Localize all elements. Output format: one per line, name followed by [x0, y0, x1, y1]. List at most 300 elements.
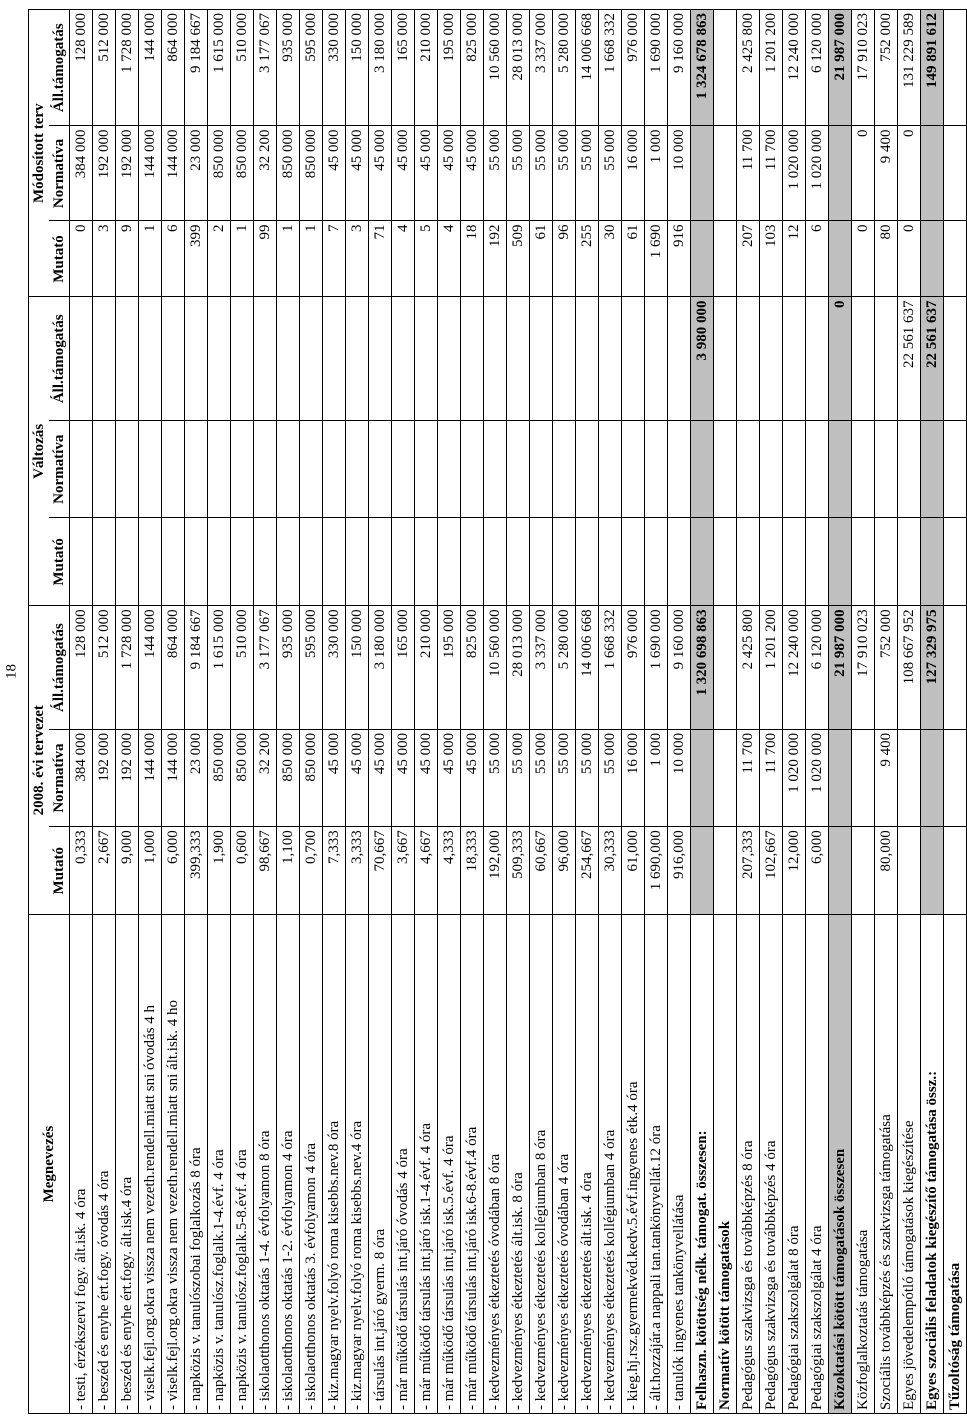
cell-b-0 [530, 518, 553, 606]
cell-a-0: 207,333 [737, 827, 760, 915]
cell-c-1: 1 020 000 [806, 126, 829, 221]
cell-b-2 [530, 297, 553, 421]
cell-b-0 [645, 518, 668, 606]
cell-a-2: 510 000 [231, 606, 254, 730]
cell-b-1 [599, 421, 622, 518]
cell-c-0: 103 [760, 221, 783, 297]
cell-a-0: 96,000 [553, 827, 576, 915]
cell-a-1: 850 000 [231, 729, 254, 826]
rotated-table-sheet [28, 9, 963, 1414]
row-label: - már működő társulás int.járó isk.1-4.évf. 4 óra [415, 915, 438, 1414]
cell-a-1: 10 000 [668, 729, 691, 826]
cell-b-2 [277, 297, 300, 421]
cell-a-2: 1 320 698 863 [691, 606, 714, 730]
cell-c-1: 0 [852, 126, 875, 221]
cell-b-1 [231, 421, 254, 518]
cell-a-1: 45 000 [438, 729, 461, 826]
cell-b-0 [415, 518, 438, 606]
cell-a-1: 11 700 [737, 729, 760, 826]
cell-b-1 [415, 421, 438, 518]
cell-b-0 [852, 518, 875, 606]
cell-b-2 [737, 297, 760, 421]
cell-a-2: 12 240 000 [783, 606, 806, 730]
header-group-modositott: Módosított terv [29, 10, 50, 298]
cell-a-1: 45 000 [392, 729, 415, 826]
cell-a-2: 1 728 000 [116, 606, 139, 730]
table-row [944, 10, 967, 1414]
cell-a-2: 17 910 023 [852, 606, 875, 730]
cell-b-2 [645, 297, 668, 421]
cell-c-0: 99 [254, 221, 277, 297]
cell-a-0: 1,000 [139, 827, 162, 915]
cell-a-0: 98,667 [254, 827, 277, 915]
row-label: Normatív kötött támogatások [714, 915, 737, 1414]
cell-a-2: 150 000 [346, 606, 369, 730]
cell-c-2: 195 000 [438, 10, 461, 126]
cell-a-0: 0,333 [70, 827, 93, 915]
cell-b-2 [254, 297, 277, 421]
cell-a-1: 192 000 [116, 729, 139, 826]
cell-b-1 [622, 421, 645, 518]
row-label: - iskolaotthonos oktatás 3. évfolyamon 4 óra [300, 915, 323, 1414]
cell-b-0 [829, 518, 852, 606]
cell-b-0 [116, 518, 139, 606]
cell-a-1: 144 000 [162, 729, 185, 826]
cell-c-2: 10 560 000 [484, 10, 507, 126]
cell-c-2 [714, 10, 737, 126]
cell-c-0: 96 [553, 221, 576, 297]
cell-b-2: 3 980 000 [691, 297, 714, 421]
table-body [70, 10, 967, 1414]
cell-c-0: 4 [392, 221, 415, 297]
cell-c-2 [944, 10, 967, 126]
cell-c-0: 1 [300, 221, 323, 297]
cell-a-0: 6,000 [162, 827, 185, 915]
cell-a-2: 21 987 000 [829, 606, 852, 730]
row-label: - kedvezményes étkeztetés óvodában 8 óra [484, 915, 507, 1414]
cell-b-2: 22 561 637 [921, 297, 944, 421]
cell-a-0: 3,333 [346, 827, 369, 915]
cell-c-2: 2 425 800 [737, 10, 760, 126]
cell-b-0 [668, 518, 691, 606]
cell-a-2: 195 000 [438, 606, 461, 730]
row-label: - ált.hozzájár.a nappali tan.tankönyvellát.12 óra [645, 915, 668, 1414]
cell-b-0 [737, 518, 760, 606]
cell-c-2: 512 000 [93, 10, 116, 126]
budget-table [28, 9, 967, 1414]
cell-b-2 [599, 297, 622, 421]
cell-a-0 [921, 827, 944, 915]
cell-b-0 [691, 518, 714, 606]
cell-a-2: 10 560 000 [484, 606, 507, 730]
cell-c-2: 210 000 [415, 10, 438, 126]
cell-b-1 [829, 421, 852, 518]
cell-a-2: 512 000 [93, 606, 116, 730]
cell-c-2: 144 000 [139, 10, 162, 126]
cell-a-0: 0,700 [300, 827, 323, 915]
cell-b-0 [944, 518, 967, 606]
table-row [93, 10, 116, 1414]
cell-b-1 [484, 421, 507, 518]
table-row [231, 10, 254, 1414]
table-row [829, 10, 852, 1414]
cell-c-1 [921, 126, 944, 221]
cell-a-1 [829, 729, 852, 826]
cell-b-1 [553, 421, 576, 518]
cell-b-1 [93, 421, 116, 518]
cell-a-2: 1 690 000 [645, 606, 668, 730]
cell-b-2 [806, 297, 829, 421]
cell-c-1: 0 [898, 126, 921, 221]
table-row [622, 10, 645, 1414]
cell-a-2: 9 184 667 [185, 606, 208, 730]
cell-c-1: 144 000 [162, 126, 185, 221]
cell-a-2: 752 000 [875, 606, 898, 730]
row-label: Tűzoltóság támogatása [944, 915, 967, 1414]
cell-b-2 [622, 297, 645, 421]
cell-a-2: 144 000 [139, 606, 162, 730]
cell-b-0 [507, 518, 530, 606]
cell-a-1: 55 000 [599, 729, 622, 826]
cell-a-0 [691, 827, 714, 915]
cell-c-0: 71 [369, 221, 392, 297]
cell-a-1 [852, 729, 875, 826]
cell-c-0 [714, 221, 737, 297]
cell-b-1 [254, 421, 277, 518]
row-label: - beszéd és enyhe ért.fogy. óvodás 4 óra [93, 915, 116, 1414]
cell-c-0: 1 [139, 221, 162, 297]
cell-c-1: 9 400 [875, 126, 898, 221]
cell-a-1: 16 000 [622, 729, 645, 826]
cell-b-2 [70, 297, 93, 421]
table-row [530, 10, 553, 1414]
table-row [599, 10, 622, 1414]
cell-a-2: 2 425 800 [737, 606, 760, 730]
cell-b-2 [507, 297, 530, 421]
cell-b-1 [208, 421, 231, 518]
cell-c-0: 61 [622, 221, 645, 297]
cell-c-2: 28 013 000 [507, 10, 530, 126]
cell-a-0: 4,333 [438, 827, 461, 915]
cell-a-0 [714, 827, 737, 915]
cell-c-2: 1 201 200 [760, 10, 783, 126]
cell-b-2 [162, 297, 185, 421]
cell-b-2 [783, 297, 806, 421]
cell-a-2 [714, 606, 737, 730]
cell-a-2: 127 329 975 [921, 606, 944, 730]
cell-c-0: 207 [737, 221, 760, 297]
cell-c-1: 1 000 [645, 126, 668, 221]
row-label: - már működő társulás int.járó óvodás 4 óra [392, 915, 415, 1414]
cell-c-1: 45 000 [438, 126, 461, 221]
cell-a-0: 60,667 [530, 827, 553, 915]
row-label: Közoktatási kötött támogatások összesen [829, 915, 852, 1414]
cell-a-0: 509,333 [507, 827, 530, 915]
cell-a-2: 108 667 952 [898, 606, 921, 730]
cell-b-1 [714, 421, 737, 518]
cell-b-2 [852, 297, 875, 421]
cell-c-2: 1 728 000 [116, 10, 139, 126]
cell-c-2: 3 180 000 [369, 10, 392, 126]
row-label: - kieg.hj.rsz.gyermekvéd.kedv.5.évf.ingyenes étk.4 óra [622, 915, 645, 1414]
cell-a-0: 61,000 [622, 827, 645, 915]
cell-b-1 [783, 421, 806, 518]
row-label: - kedvezményes étkeztetés óvodában 4 óra [553, 915, 576, 1414]
cell-c-1: 55 000 [507, 126, 530, 221]
cell-a-2: 165 000 [392, 606, 415, 730]
cell-a-2: 210 000 [415, 606, 438, 730]
cell-a-0: 192,000 [484, 827, 507, 915]
cell-c-1: 384 000 [70, 126, 93, 221]
cell-c-0: 18 [461, 221, 484, 297]
cell-c-1: 1 020 000 [783, 126, 806, 221]
row-label: - napközis v. tanulósz.foglalk.1-4.évf. 4 óra [208, 915, 231, 1414]
cell-a-0: 1 690,000 [645, 827, 668, 915]
table-row [921, 10, 944, 1414]
cell-b-2 [93, 297, 116, 421]
header-sub: Normatíva [49, 421, 70, 518]
cell-c-1: 45 000 [415, 126, 438, 221]
cell-b-2 [415, 297, 438, 421]
table-row [576, 10, 599, 1414]
header-sub: Áll.támogatás [49, 297, 70, 421]
row-label: - iskolaotthonos oktatás 1-4. évfolyamon 8 óra [254, 915, 277, 1414]
cell-c-2: 864 000 [162, 10, 185, 126]
cell-a-0: 2,667 [93, 827, 116, 915]
cell-a-2: 3 177 067 [254, 606, 277, 730]
cell-b-0 [162, 518, 185, 606]
cell-c-1 [829, 126, 852, 221]
cell-a-1: 850 000 [208, 729, 231, 826]
cell-b-2 [369, 297, 392, 421]
cell-a-0 [898, 827, 921, 915]
table-row [507, 10, 530, 1414]
cell-c-1: 11 700 [737, 126, 760, 221]
header-sub: Mutató [49, 827, 70, 915]
cell-b-2 [438, 297, 461, 421]
cell-c-0: 916 [668, 221, 691, 297]
cell-b-0 [461, 518, 484, 606]
cell-b-0 [806, 518, 829, 606]
cell-c-0: 2 [208, 221, 231, 297]
cell-a-2: 14 006 668 [576, 606, 599, 730]
cell-b-1 [185, 421, 208, 518]
cell-b-2 [208, 297, 231, 421]
table-row [714, 10, 737, 1414]
cell-a-1: 55 000 [553, 729, 576, 826]
cell-c-2: 330 000 [323, 10, 346, 126]
cell-b-1 [461, 421, 484, 518]
cell-a-1: 45 000 [323, 729, 346, 826]
cell-c-1: 55 000 [599, 126, 622, 221]
cell-a-2: 9 160 000 [668, 606, 691, 730]
cell-a-0: 0,600 [231, 827, 254, 915]
cell-a-1: 55 000 [507, 729, 530, 826]
cell-c-0 [829, 221, 852, 297]
cell-b-1 [116, 421, 139, 518]
cell-c-2: 510 000 [231, 10, 254, 126]
cell-a-0: 12,000 [783, 827, 806, 915]
cell-c-1: 16 000 [622, 126, 645, 221]
row-label: Egyes szociális feladatok kiegészítő támogatása össz.: [921, 915, 944, 1414]
table-row [369, 10, 392, 1414]
cell-b-0 [622, 518, 645, 606]
cell-b-2 [760, 297, 783, 421]
cell-c-0: 1 [277, 221, 300, 297]
cell-a-0: 18,333 [461, 827, 484, 915]
cell-c-2: 1 690 000 [645, 10, 668, 126]
table-row [438, 10, 461, 1414]
cell-a-1: 384 000 [70, 729, 93, 826]
cell-b-1 [737, 421, 760, 518]
cell-c-0: 192 [484, 221, 507, 297]
cell-c-2: 935 000 [277, 10, 300, 126]
table-row [806, 10, 829, 1414]
cell-a-0: 1,900 [208, 827, 231, 915]
cell-c-1 [691, 126, 714, 221]
row-label: Felhaszn. kötöttség nélk. támogat. összesen: [691, 915, 714, 1414]
row-label: - kedvezményes étkeztetés kollégiumban 4 óra [599, 915, 622, 1414]
table-row [392, 10, 415, 1414]
cell-a-0: 70,667 [369, 827, 392, 915]
cell-b-1 [530, 421, 553, 518]
cell-b-2 [185, 297, 208, 421]
cell-b-1 [277, 421, 300, 518]
cell-b-2 [346, 297, 369, 421]
table-row [277, 10, 300, 1414]
header-sub: Áll.támogatás [49, 606, 70, 730]
cell-c-2: 128 000 [70, 10, 93, 126]
table-row [300, 10, 323, 1414]
cell-c-1: 45 000 [461, 126, 484, 221]
cell-b-2 [576, 297, 599, 421]
cell-c-1: 144 000 [139, 126, 162, 221]
cell-c-0: 1 [231, 221, 254, 297]
cell-c-1: 23 000 [185, 126, 208, 221]
cell-a-0: 399,333 [185, 827, 208, 915]
cell-a-1 [898, 729, 921, 826]
cell-b-2 [231, 297, 254, 421]
cell-c-1: 45 000 [369, 126, 392, 221]
cell-c-1: 55 000 [576, 126, 599, 221]
cell-a-1 [921, 729, 944, 826]
table-row [875, 10, 898, 1414]
cell-b-0 [875, 518, 898, 606]
cell-b-2 [553, 297, 576, 421]
cell-c-0: 7 [323, 221, 346, 297]
cell-a-2: 128 000 [70, 606, 93, 730]
cell-a-1: 11 700 [760, 729, 783, 826]
cell-b-1 [668, 421, 691, 518]
row-label: - napközis v. tanulósz.foglalk.5-8.évf. 4 óra [231, 915, 254, 1414]
cell-c-1: 10 000 [668, 126, 691, 221]
cell-c-0: 9 [116, 221, 139, 297]
table-row [691, 10, 714, 1414]
cell-c-1: 192 000 [116, 126, 139, 221]
cell-c-0 [921, 221, 944, 297]
cell-c-2: 9 160 000 [668, 10, 691, 126]
cell-a-0: 102,667 [760, 827, 783, 915]
cell-c-0: 12 [783, 221, 806, 297]
table-row [852, 10, 875, 1414]
cell-c-1: 45 000 [346, 126, 369, 221]
cell-c-1 [944, 126, 967, 221]
cell-a-0: 254,667 [576, 827, 599, 915]
cell-a-1: 55 000 [484, 729, 507, 826]
cell-c-0: 30 [599, 221, 622, 297]
cell-a-0 [852, 827, 875, 915]
header-sub: Mutató [49, 518, 70, 606]
table-row [668, 10, 691, 1414]
cell-a-1: 144 000 [139, 729, 162, 826]
cell-c-1: 55 000 [530, 126, 553, 221]
cell-b-1 [369, 421, 392, 518]
cell-c-2: 9 184 667 [185, 10, 208, 126]
cell-c-2: 1 615 000 [208, 10, 231, 126]
cell-b-0 [484, 518, 507, 606]
row-label: Pedagógus szakvizsga és továbbképzés 8 óra [737, 915, 760, 1414]
cell-c-2: 165 000 [392, 10, 415, 126]
table-row [116, 10, 139, 1414]
cell-a-0: 3,667 [392, 827, 415, 915]
cell-b-0 [300, 518, 323, 606]
cell-c-1: 45 000 [392, 126, 415, 221]
cell-c-2: 1 668 332 [599, 10, 622, 126]
row-label: - viselk.fejl.org.okra vissza nem vezeth.rendell.miatt sni óvodás 4 h [139, 915, 162, 1414]
cell-c-2: 21 987 000 [829, 10, 852, 126]
header-sub: Normatíva [49, 126, 70, 221]
cell-a-1: 23 000 [185, 729, 208, 826]
row-label: - viselk.fejl.org.okra vissza nem vezeth.rendell.miatt sni ált.isk. 4 ho [162, 915, 185, 1414]
cell-a-2: 864 000 [162, 606, 185, 730]
row-label: - kiz.magyar nyelv.folyó roma kisebbs.nev.4 óra [346, 915, 369, 1414]
cell-a-1: 1 020 000 [806, 729, 829, 826]
cell-a-0: 6,000 [806, 827, 829, 915]
cell-a-1: 55 000 [530, 729, 553, 826]
cell-b-2 [714, 297, 737, 421]
header-sub: Mutató [49, 221, 70, 297]
cell-b-2 [139, 297, 162, 421]
cell-b-0 [760, 518, 783, 606]
cell-c-0: 61 [530, 221, 553, 297]
cell-b-0 [208, 518, 231, 606]
cell-a-1: 850 000 [277, 729, 300, 826]
cell-c-1: 850 000 [231, 126, 254, 221]
cell-b-0 [576, 518, 599, 606]
cell-b-2 [323, 297, 346, 421]
row-label: - kedvezményes étkeztetés ált.isk. 4 óra [576, 915, 599, 1414]
table-row [760, 10, 783, 1414]
table-row [737, 10, 760, 1414]
cell-b-1 [645, 421, 668, 518]
cell-b-0 [277, 518, 300, 606]
cell-c-0: 3 [93, 221, 116, 297]
cell-a-0: 4,667 [415, 827, 438, 915]
cell-c-2: 3 177 067 [254, 10, 277, 126]
cell-b-0 [438, 518, 461, 606]
cell-b-0 [139, 518, 162, 606]
cell-b-0 [93, 518, 116, 606]
cell-c-0: 5 [415, 221, 438, 297]
cell-a-1: 45 000 [346, 729, 369, 826]
cell-a-0 [829, 827, 852, 915]
table-row [185, 10, 208, 1414]
row-label: Pedagógus szakvizsga és továbbképzés 4 óra [760, 915, 783, 1414]
row-label: - már működő társulás int.járó isk.5.évf. 4 óra [438, 915, 461, 1414]
header-sub: Áll.támogatás [49, 10, 70, 126]
cell-a-2: 595 000 [300, 606, 323, 730]
cell-c-1: 55 000 [484, 126, 507, 221]
